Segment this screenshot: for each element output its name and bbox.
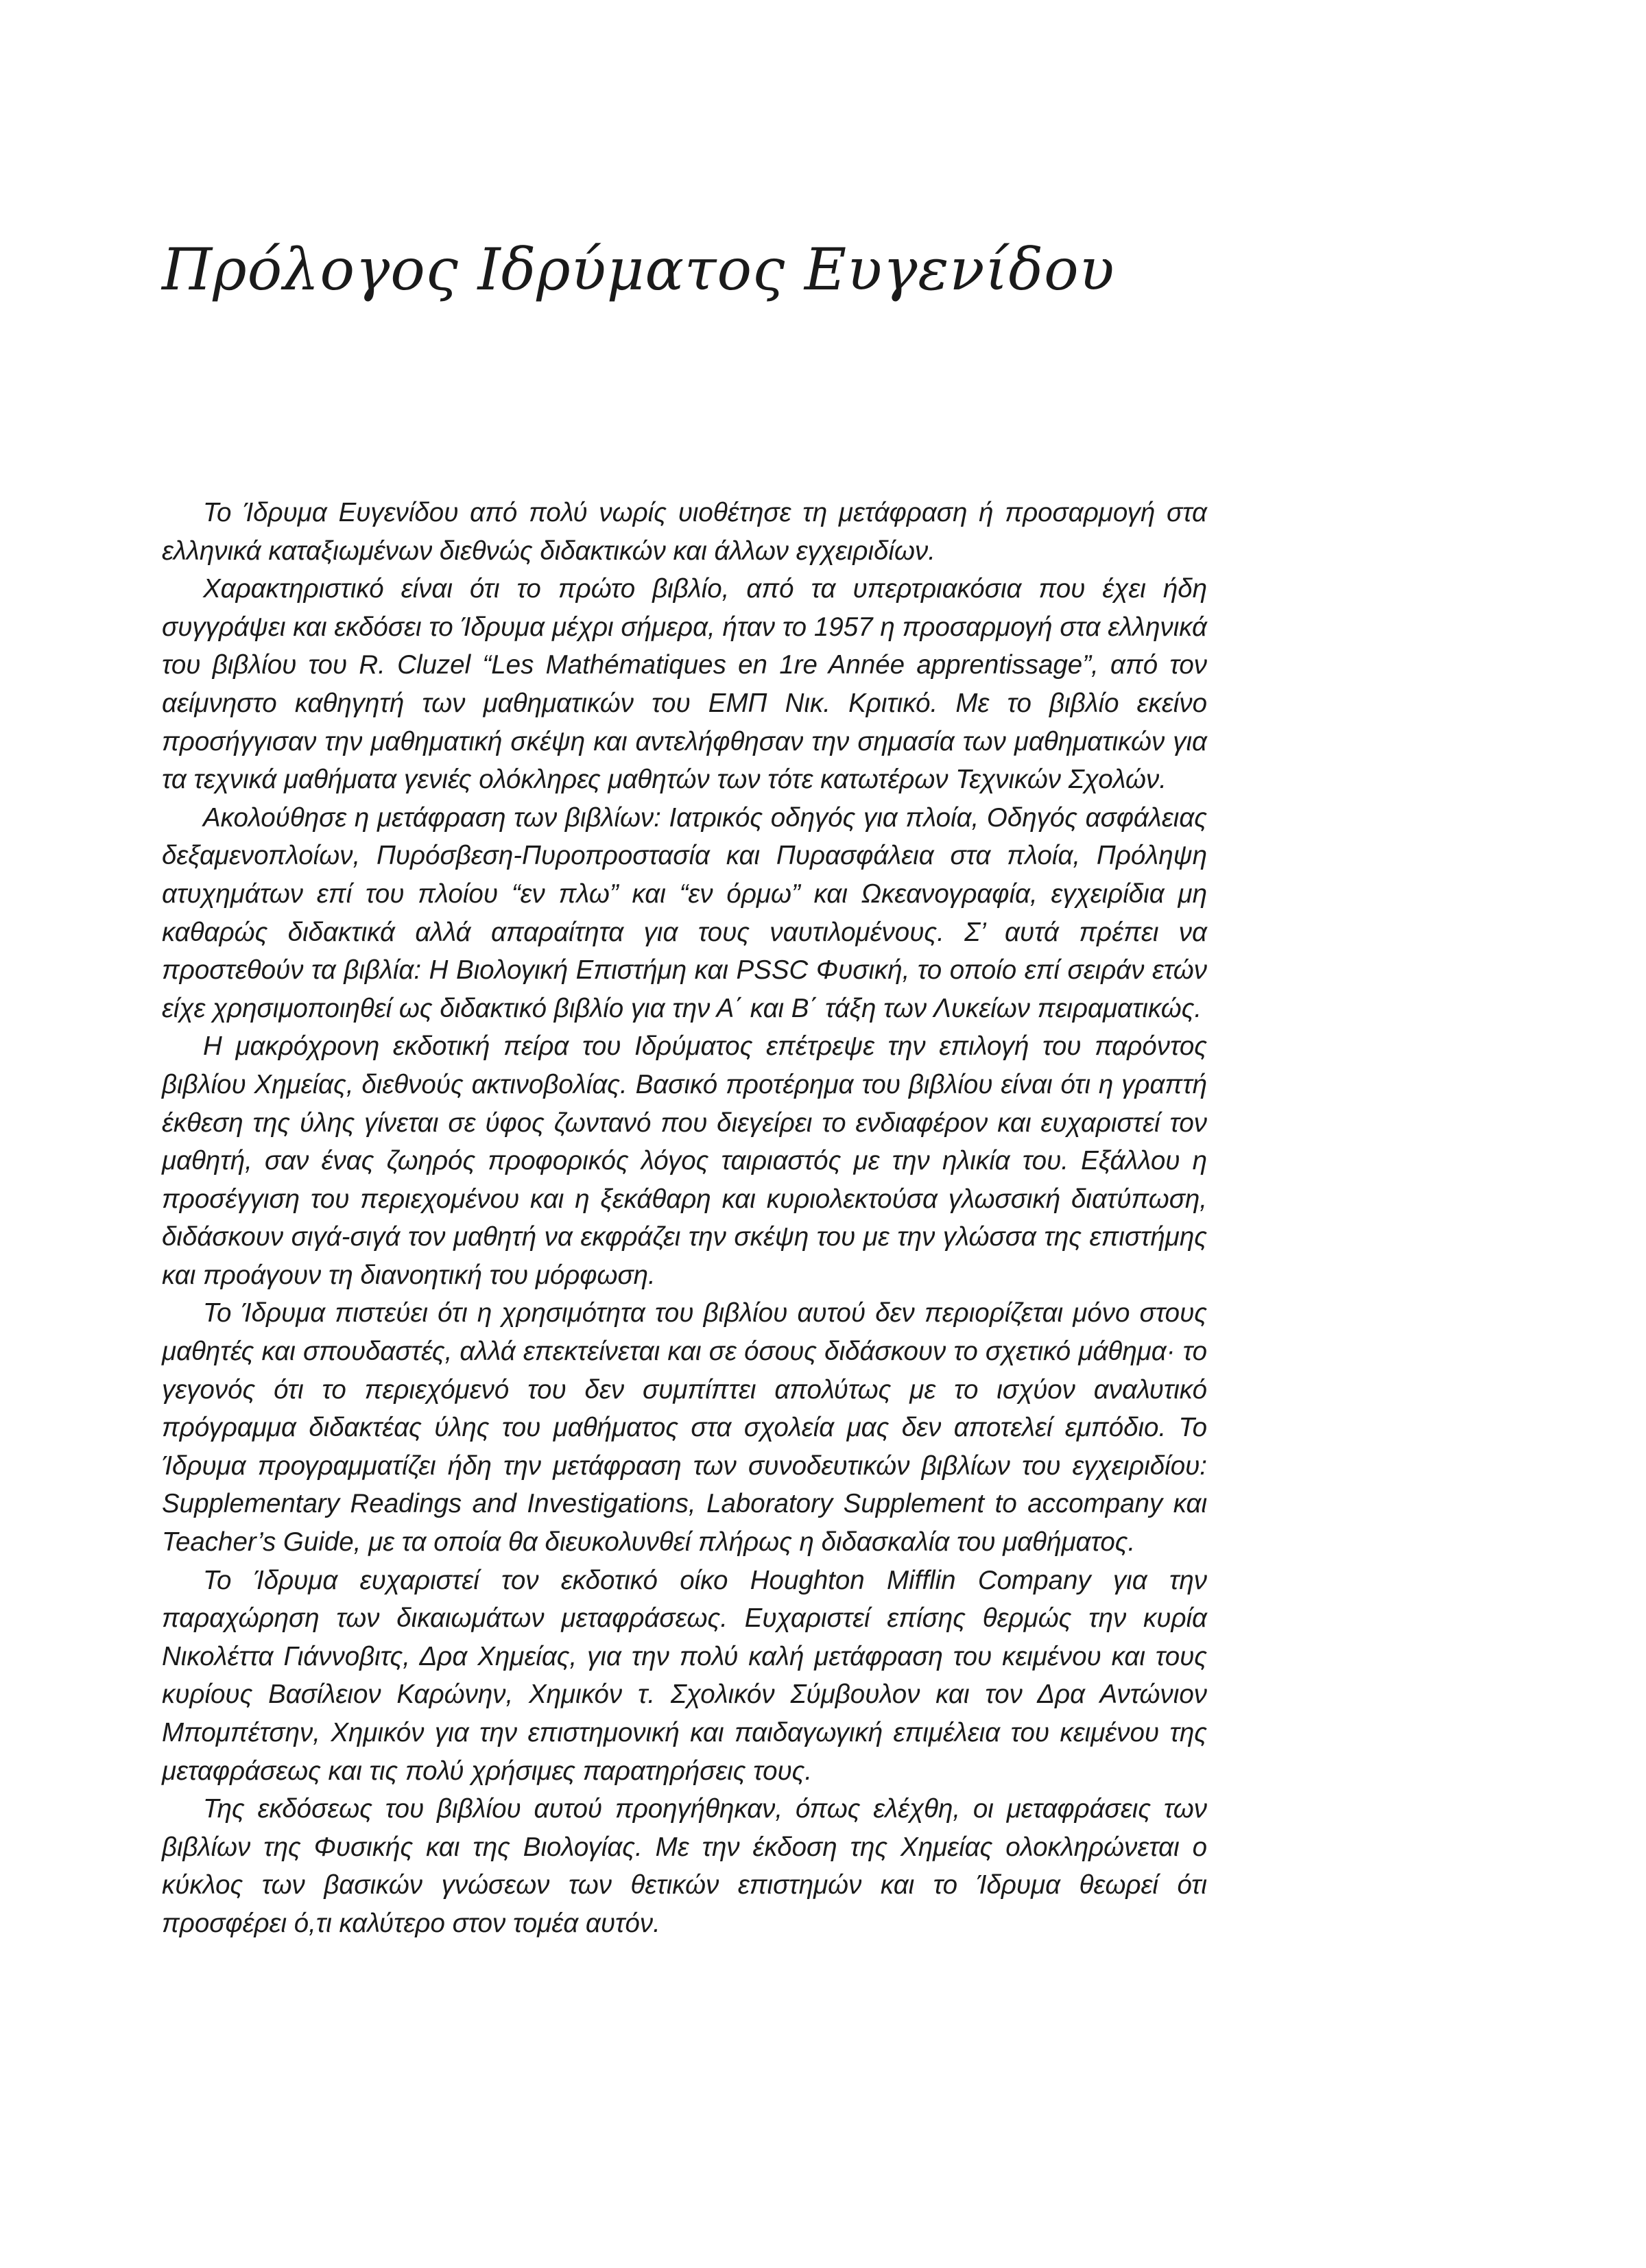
paragraph: Το Ίδρυμα ευχαριστεί τον εκδοτικό οίκο Houghton Mifflin Company για την παραχώρηση των δικαιωμάτων μεταφράσεως. Ευχαριστεί επίσης θερμώς την κυρία Νικολέττα Γιάννοβιτς, Δρα Χημείας, για την πολύ καλή μετάφραση του κειμένου και τους κυρίους Βασίλειον Καρώνην, Χημικόν τ. Σχολικόν Σύμβουλον και τον Δρα Αντώνιον Μπομπέτσην, Χημικόν για την επιστημονική και παιδαγωγική επιμέλεια του κειμένου της μεταφράσεως και τις πολύ χρήσιμες παρατηρήσεις τους. xyxy=(162,1565,1207,1786)
paragraph: Χαρακτηριστικό είναι ότι το πρώτο βιβλίο, από τα υπερτριακόσια που έχει ήδη συγγράψει και εκδόσει το Ίδρυμα μέχρι σήμερα, ήταν το 1957 η προσαρμογή στα ελληνικά του βιβλίου του R. Cluzel “Les Mathématiques en 1re Année apprentissage”, από τον αείμνηστο καθηγητή των μαθηματικών του ΕΜΠ Νικ. Κριτικό. Με το βιβλίο εκείνο προσήγγισαν την μαθηματική σκέψη και αντελήφθησαν την σημασία των μαθηματικών για τα τεχνικά μαθήματα γενιές ολόκληρες μαθητών των τότε κατωτέρων Τεχνικών Σχολών. xyxy=(162,574,1207,795)
preface-body xyxy=(162,494,1207,1943)
paragraph: Της εκδόσεως του βιβλίου αυτού προηγήθηκαν, όπως ελέχθη, οι μεταφράσεις των βιβλίων της Φυσικής και της Βιολογίας. Με την έκδοση της Χημείας ολοκληρώνεται ο κύκλος των βασικών γνώσεων των θετικών επιστημών και το Ίδρυμα θεωρεί ότι προσφέρει ό,τι καλύτερο στον τομέα αυτόν. xyxy=(162,1794,1207,1938)
paragraph: Η μακρόχρονη εκδοτική πείρα του Ιδρύματος επέτρεψε την επιλογή του παρόντος βιβλίου Χημείας, διεθνούς ακτινοβολίας. Βασικό προτέρημα του βιβλίου είναι ότι η γραπτή έκθεση της ύλης γίνεται σε ύφος ζωντανό που διεγείρει το ενδιαφέρον και ευχαριστεί τον μαθητή, σαν ένας ζωηρός προφορικός λόγος ταιριαστός με την ηλικία του. Εξάλλου η προσέγγιση του περιεχομένου και η ξεκάθαρη και κυριολεκτούσα γλωσσική διατύπωση, διδάσκουν σιγά-σιγά τον μαθητή να εκφράζει την σκέψη του με την γλώσσα της επιστήμης και προάγουν τη διανοητική του μόρφωση. xyxy=(162,1031,1207,1290)
paragraph: Ακολούθησε η μετάφραση των βιβλίων: Ιατρικός οδηγός για πλοία, Οδηγός ασφάλειας δεξαμενοπλοίων, Πυρόσβεση-Πυροπροστασία και Πυρασφάλεια στα πλοία, Πρόληψη ατυχημάτων επί του πλοίου “εν πλω” και “εν όρμω” και Ωκεανογραφία, εγχειρίδια μη καθαρώς διδακτικά αλλά απαραίτητα για τους ναυτιλομένους. Σ’ αυτά πρέπει να προστεθούν τα βιβλία: Η Βιολογική Επιστήμη και PSSC Φυσική, το οποίο επί σειράν ετών είχε χρησιμοποιηθεί ως διδακτικό βιβλίο για την Α΄ και Β΄ τάξη των Λυκείων πειραματικώς. xyxy=(162,802,1207,1023)
paragraph: Το Ίδρυμα πιστεύει ότι η χρησιμότητα του βιβλίου αυτού δεν περιορίζεται μόνο στους μαθητές και σπουδαστές, αλλά επεκτείνεται και σε όσους διδάσκουν το σχετικό μάθημα· το γεγονός ότι το περιεχόμενό του δεν συμπίπτει απολύτως με το ισχύον αναλυτικό πρόγραμμα διδακτέας ύλης του μαθήματος στα σχολεία μας δεν αποτελεί εμπόδιο. Το Ίδρυμα προγραμματίζει ήδη την μετάφραση των συνοδευτικών βιβλίων του εγχειριδίου: Supplementary Readings and Investigations, Laboratory Supplement to accompany και Teacher’s Guide, με τα οποία θα διευκολυνθεί πλήρως η διδασκαλία του μαθήματος. xyxy=(162,1298,1207,1557)
page-title: Πρόλογος Ιδρύματος Ευγενίδου xyxy=(162,236,1115,303)
paragraph: Το Ίδρυμα Ευγενίδου από πολύ νωρίς υιοθέτησε τη μετάφραση ή προσαρμογή στα ελληνικά καταξιωμένων διεθνώς διδακτικών και άλλων εγχειριδίων. xyxy=(162,498,1207,566)
